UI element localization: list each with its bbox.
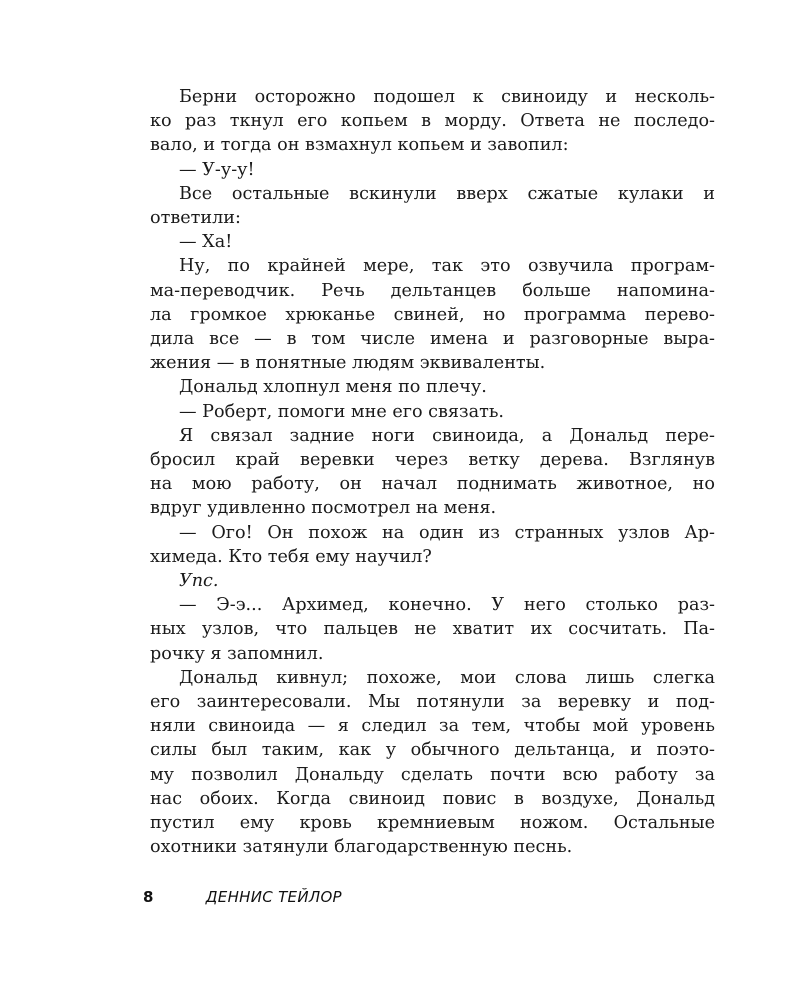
body-text [150, 85, 715, 860]
text-line: му позволил Дональду сделать почти всю работу за [150, 764, 715, 785]
running-head-author: ДЕННИС ТЕЙЛОР [205, 888, 342, 906]
text-line: Дональд кивнул; похоже, мои слова лишь слегка [179, 667, 715, 688]
text-line: химеда. Кто тебя ему научил? [150, 546, 432, 567]
text-line: жения — в понятные людям эквиваленты. [150, 353, 546, 374]
text-line: дила все — в том числе имена и разговорные выра- [150, 329, 715, 350]
page-footer [143, 888, 342, 906]
text-line: — Роберт, помоги мне его связать. [179, 401, 505, 422]
text-line: Я связал задние ноги свиноида, а Дональд пере- [179, 425, 715, 446]
text-line: ответили: [150, 208, 241, 229]
text-line: Ну, по крайней мере, так это озвучила програм- [179, 256, 715, 277]
text-line: Берни осторожно подошел к свиноиду и несколь- [179, 87, 715, 107]
text-line: — Ха! [179, 232, 233, 253]
text-line: ла громкое хрюканье свиней, но программа перево- [150, 304, 715, 325]
text-line: Все остальные вскинули вверх сжатые кулаки и [179, 183, 715, 204]
text-line: Упс. [179, 571, 219, 592]
text-line: нас обоих. Когда свиноид повис в воздухе, Дональд [150, 788, 715, 809]
text-line: бросил край веревки через ветку дерева. Взглянув [150, 450, 715, 471]
text-line: вало, и тогда он взмахнул копьем и завопил: [150, 135, 569, 156]
text-line: ных узлов, что пальцев не хватит их сосчитать. Па- [150, 619, 715, 640]
text-line: — Э-э... Архимед, конечно. У него столько раз- [179, 595, 715, 616]
text-line: на мою работу, он начал поднимать животное, но [150, 474, 715, 495]
text-line: — У-у-у! [179, 159, 255, 180]
text-line: его заинтересовали. Мы потянули за веревку и под- [150, 692, 715, 713]
text-line: няли свиноида — я следил за тем, чтобы мой уровень [150, 716, 715, 737]
page-number: 8 [143, 888, 154, 906]
text-line: вдруг удивленно посмотрел на меня. [150, 498, 497, 519]
text-line: ма-переводчик. Речь дельтанцев больше напомина- [150, 280, 715, 301]
text-line: силы был таким, как у обычного дельтанца, и поэто- [150, 740, 715, 761]
text-line: охотники затянули благодарственную песнь. [150, 837, 573, 858]
text-line: рочку я запомнил. [150, 643, 324, 664]
text-line: Дональд хлопнул меня по плечу. [179, 377, 487, 398]
text-line: — Ого! Он похож на один из странных узлов Ар- [179, 522, 715, 543]
text-line: ко раз ткнул его копьем в морду. Ответа не последо- [150, 111, 715, 132]
text-line: пустил ему кровь кремниевым ножом. Остальные [150, 813, 715, 834]
